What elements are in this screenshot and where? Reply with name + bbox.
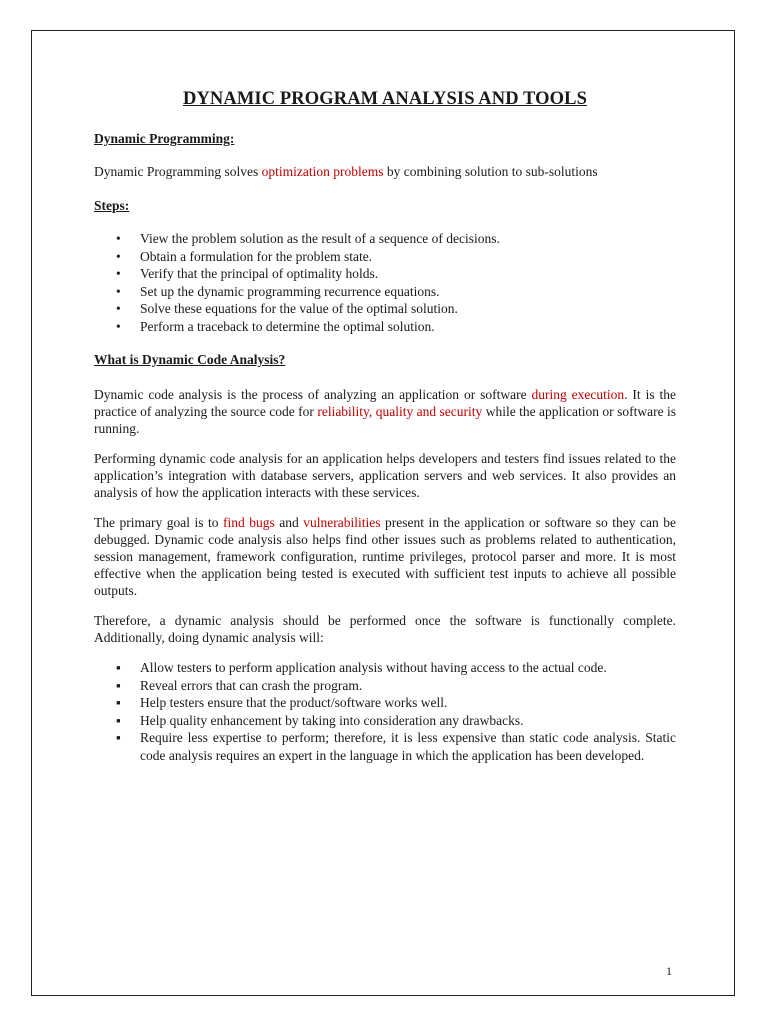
list-item: ▪ Help quality enhancement by taking into consideration any drawbacks. [116,712,524,728]
list-item: • Obtain a formulation for the problem state. [116,248,373,264]
bullet-icon: • [116,248,121,264]
list-item: • View the problem solution as the result of a sequence of decisions. [116,231,500,246]
document-body [94,87,676,764]
dp-heading: Dynamic Programming: [94,131,235,146]
square-bullet-icon: ▪ [116,712,121,728]
dca-heading: What is Dynamic Code Analysis? [94,352,286,367]
bullet-icon: • [116,266,121,281]
square-bullet-icon: ▪ [116,660,121,675]
list-item: ▪ Require less expertise to perform; therefore, it is less expensive than static code analysis. Static code analysis requires an expert in the language in which the application has been developed. [116,730,676,763]
highlight-optimization-problems: optimization problems [261,164,384,179]
list-item: ▪ Allow testers to perform application analysis without having access to the actual code. [116,660,607,675]
dp-intro: Dynamic Programming solves optimization problems by combining solution to sub-solutions [94,164,598,179]
highlight-during-execution: during execution [531,387,625,402]
bullet-icon: • [116,318,121,334]
square-bullet-icon: ▪ [116,695,121,710]
list-item: • Perform a traceback to determine the optimal solution. [116,318,435,334]
list-item: • Solve these equations for the value of the optimal solution. [116,301,458,316]
highlight-reliability-quality-security: reliability, quality and security [317,404,483,419]
dca-paragraph-3: The primary goal is to find bugs and vulnerabilities present in the application or software so they can be debugged. Dynamic code analysis also helps find other issues such as problems related to authentication, session management, framework configuration, runtime privileges, protocol parser and more. It is most effective when the application being tested is executed with sufficient test inputs to achieve all possible outputs. [94,515,677,598]
page-frame [31,30,735,996]
benefits-list [94,659,676,764]
page-number: 1 [666,964,672,978]
list-item: • Verify that the principal of optimality holds. [116,266,379,281]
highlight-vulnerabilities: vulnerabilities [303,515,381,530]
dca-paragraph-2: Performing dynamic code analysis for an application helps developers and testers find issues related to the application’s integration with database servers, application servers and web services. It also provides an analysis of how the application interacts with these services. [94,451,676,500]
document-title: DYNAMIC PROGRAM ANALYSIS AND TOOLS [183,89,587,109]
highlight-find-bugs: find bugs [223,515,275,530]
list-item: ▪ Reveal errors that can crash the program. [116,677,363,693]
dca-paragraph-1: Dynamic code analysis is the process of analyzing an application or software during execution. It is the practice of analyzing the source code for reliability, quality and security while the application or software is running. [94,387,677,436]
steps-list [94,230,676,335]
bullet-icon: • [116,301,121,316]
square-bullet-icon: ▪ [116,730,121,745]
list-item: • Set up the dynamic programming recurrence equations. [116,283,440,299]
bullet-icon: • [116,231,121,246]
dca-paragraph-4: Therefore, a dynamic analysis should be performed once the software is functionally complete. Additionally, doing dynamic analysis will: [94,613,676,645]
square-bullet-icon: ▪ [116,677,121,693]
steps-heading: Steps: [94,198,130,213]
bullet-icon: • [116,283,121,299]
list-item: ▪ Help testers ensure that the product/software works well. [116,695,448,710]
